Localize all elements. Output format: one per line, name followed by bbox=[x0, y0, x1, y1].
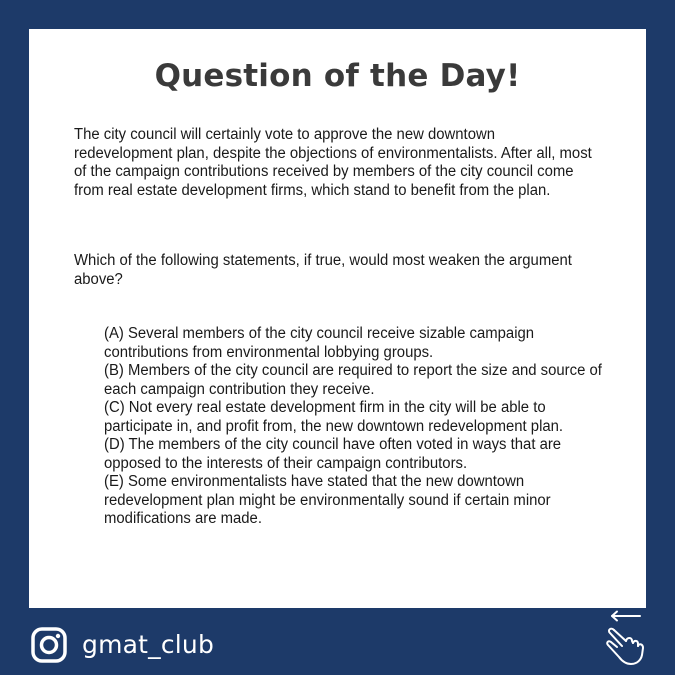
answer-option-b[interactable]: (B) Members of the city council are required to report the size and source of each campaign contribution they receive. bbox=[104, 362, 602, 398]
answer-option-d[interactable]: (D) The members of the city council have often voted in ways that are opposed to the interests of their campaign contributors. bbox=[104, 436, 562, 472]
page-title: Question of the Day! bbox=[154, 58, 521, 94]
answer-option-c[interactable]: (C) Not every real estate development firm in the city will be able to participate in, and profit from, the new downtown redevelopment plan. bbox=[104, 399, 564, 435]
social-handle[interactable]: gmat_club bbox=[82, 630, 215, 659]
social-footer bbox=[30, 625, 214, 665]
swipe-hand-icon bbox=[600, 610, 646, 666]
answer-options bbox=[104, 325, 613, 529]
argument-passage: The city council will certainly vote to approve the new downtown redevelopment plan, despite the objections of environmentalists. After all, most of the campaign contributions received by members of the city council come from real estate development firms, which stand to benefit from the plan. bbox=[74, 126, 592, 199]
instagram-icon[interactable] bbox=[30, 626, 68, 664]
answer-option-a[interactable]: (A) Several members of the city council receive sizable campaign contributions from environmental lobbying groups. bbox=[104, 325, 535, 361]
answer-option-e[interactable]: (E) Some environmentalists have stated that the new downtown redevelopment plan might be environmentally sound if certain minor modifications are made. bbox=[104, 473, 551, 527]
question-stem: Which of the following statements, if true, would most weaken the argument above? bbox=[74, 252, 572, 288]
